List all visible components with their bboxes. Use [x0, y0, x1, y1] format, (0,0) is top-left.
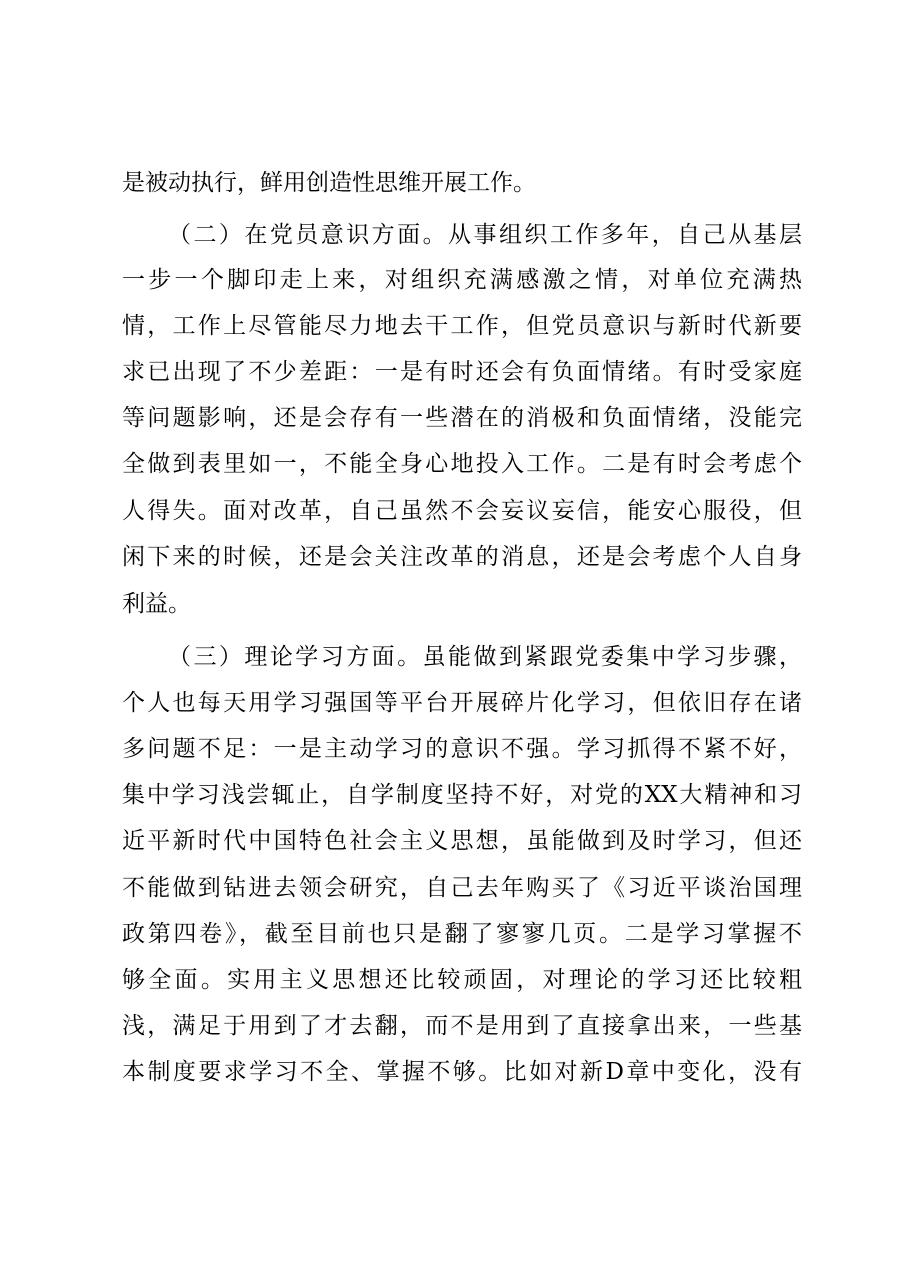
text-line: 一步一个脚印走上来，对组织充满感激之情，对单位充满热 — [122, 267, 802, 293]
text-line: 全做到表里如一，不能全身心地投入工作。二是有时会考虑个 — [122, 451, 802, 477]
text-line: 情，工作上尽管能尽力地去干工作，但党员意识与新时代新要 — [122, 313, 802, 339]
text-line: 闲下来的时候，还是会关注改革的消息，还是会考虑个人自身 — [122, 544, 802, 570]
text-line: 集中学习浅尝辄止，自学制度坚持不好，对党的XX大精神和习 — [122, 782, 802, 808]
text-line: 利益。 — [122, 591, 191, 617]
text-line: 是被动执行，鲜用创造性思维开展工作。 — [122, 170, 536, 196]
text-line: 人得失。面对改革，自己虽然不会妄议妄信，能安心服役，但 — [122, 498, 802, 524]
text-line: 本制度要求学习不全、掌握不够。比如对新D章中变化，没有 — [122, 1059, 802, 1085]
text-line: 求已出现了不少差距：一是有时还会有负面情绪。有时受家庭 — [122, 359, 802, 385]
text-line: 个人也每天用学习强国等平台开展碎片化学习，但依旧存在诸 — [122, 690, 802, 716]
text-line: 够全面。实用主义思想还比较顽固，对理论的学习还比较粗 — [122, 967, 802, 993]
paragraph-3-first-line: （三）理论学习方面。虽能做到紧跟党委集中学习步骤， — [168, 644, 802, 670]
text-line: 不能做到钻进去领会研究，自己去年购买了《习近平谈治国理 — [122, 875, 802, 901]
text-line: 政第四卷》，截至目前也只是翻了寥寥几页。二是学习掌握不 — [122, 921, 802, 947]
text-line: 多问题不足：一是主动学习的意识不强。学习抓得不紧不好， — [122, 736, 802, 762]
text-line: 等问题影响，还是会存有一些潜在的消极和负面情绪，没能完 — [122, 405, 802, 431]
paragraph-2-first-line: （二）在党员意识方面。从事组织工作多年，自己从基层 — [168, 222, 802, 248]
text-line: 浅，满足于用到了才去翻，而不是用到了直接拿出来，一些基 — [122, 1013, 802, 1039]
text-line: 近平新时代中国特色社会主义思想，虽能做到及时学习，但还 — [122, 828, 802, 854]
